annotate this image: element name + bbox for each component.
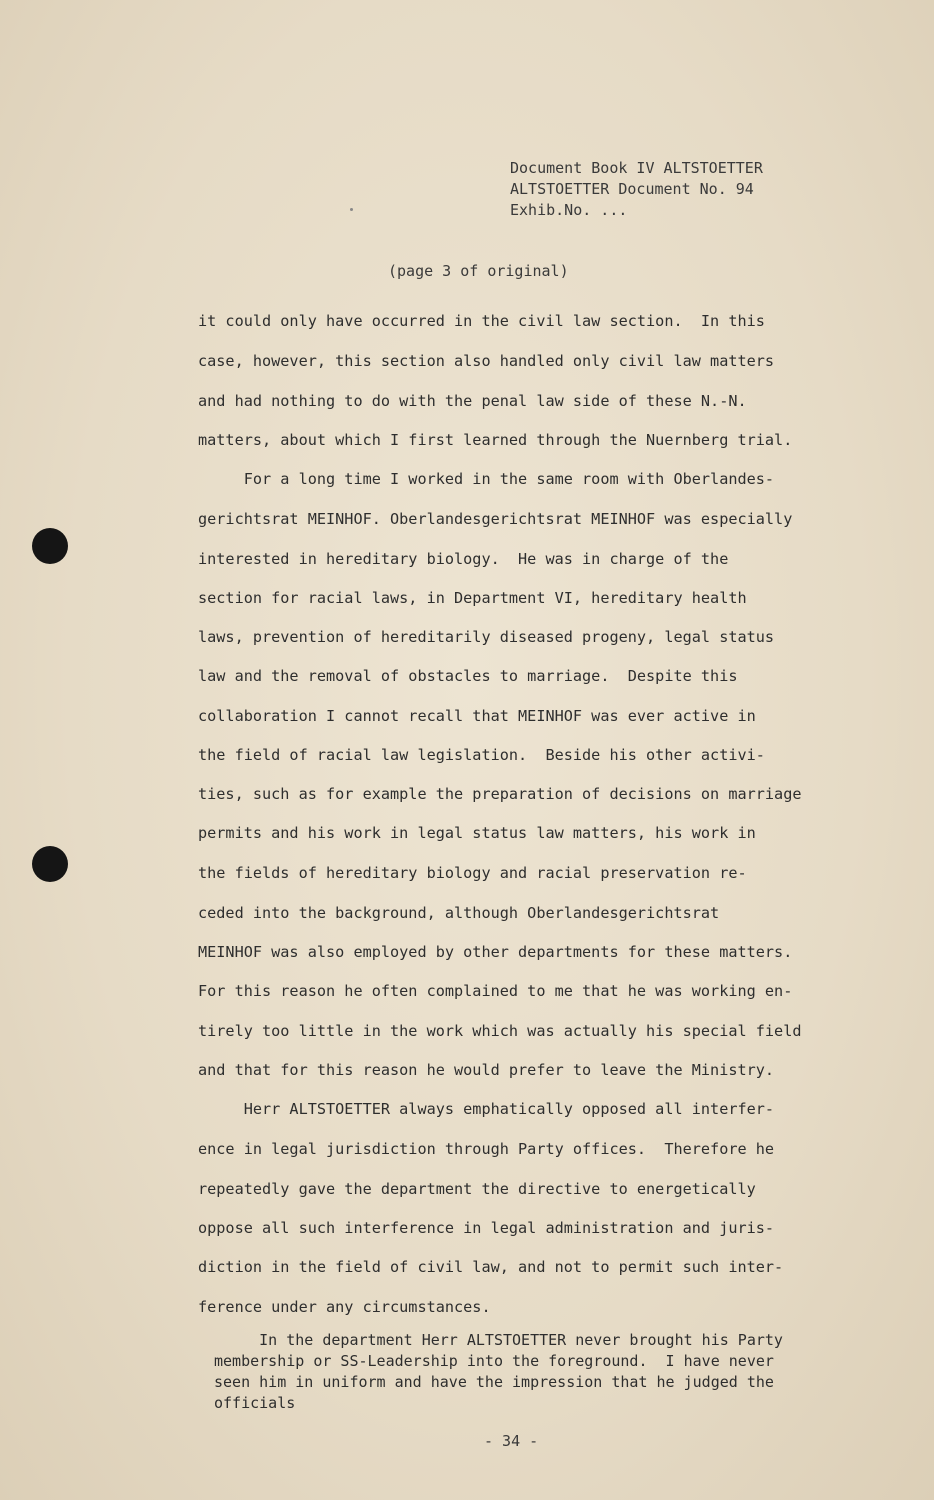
body-line: section for racial laws, in Department VI, hereditary health xyxy=(198,589,747,607)
body-line: case, however, this section also handled only civil law matters xyxy=(198,352,775,370)
body-line: law and the removal of obstacles to marriage. Despite this xyxy=(198,667,738,685)
body-line: permits and his work in legal status law matters, his work in xyxy=(198,824,756,842)
header-line-1: Document Book IV ALTSTOETTER xyxy=(510,159,763,177)
body-line: interested in hereditary biology. He was in charge of the xyxy=(198,550,729,568)
speck xyxy=(350,208,353,211)
body-line: the fields of hereditary biology and racial preservation re- xyxy=(198,864,747,882)
body-line: the field of racial law legislation. Beside his other activi- xyxy=(198,746,765,764)
closing-paragraph xyxy=(214,1330,783,1414)
body-line: diction in the field of civil law, and not to permit such inter- xyxy=(198,1258,784,1276)
body-line: ence in legal jurisdiction through Party offices. Therefore he xyxy=(198,1140,775,1158)
body-line: oppose all such interference in legal administration and juris- xyxy=(198,1219,775,1237)
body-line: For this reason he often complained to me that he was working en- xyxy=(198,982,793,1000)
closing-line: seen him in uniform and have the impression that he judged the xyxy=(214,1373,774,1391)
body-line: tirely too little in the work which was actually his special field xyxy=(198,1022,802,1040)
header-line-3: Exhib.No. ... xyxy=(510,201,628,219)
header-line-2: ALTSTOETTER Document No. 94 xyxy=(510,180,754,198)
body-line: gerichtsrat MEINHOF. Oberlandesgerichtsrat MEINHOF was especially xyxy=(198,510,793,528)
closing-line: membership or SS-Leadership into the foreground. I have never xyxy=(214,1352,774,1370)
page-reference: (page 3 of original) xyxy=(388,262,569,280)
body-line: matters, about which I first learned through the Nuernberg trial. xyxy=(198,431,793,449)
punch-hole xyxy=(32,528,68,564)
body-line: and that for this reason he would prefer to leave the Ministry. xyxy=(198,1061,775,1079)
body-line: ceded into the background, although Oberlandesgerichtsrat xyxy=(198,904,720,922)
body-line: laws, prevention of hereditarily diseased progeny, legal status xyxy=(198,628,775,646)
body-line: Herr ALTSTOETTER always emphatically opposed all interfer- xyxy=(198,1100,775,1118)
body-line: and had nothing to do with the penal law side of these N.-N. xyxy=(198,392,747,410)
body-line: it could only have occurred in the civil law section. In this xyxy=(198,312,765,330)
body-line: ference under any circumstances. xyxy=(198,1298,491,1316)
document-header xyxy=(510,158,763,221)
body-line: ties, such as for example the preparation of decisions on marriage xyxy=(198,785,802,803)
body-line: repeatedly gave the department the directive to energetically xyxy=(198,1180,756,1198)
closing-line: officials xyxy=(214,1394,296,1412)
body-line: collaboration I cannot recall that MEINHOF was ever active in xyxy=(198,707,756,725)
page-number: - 34 - xyxy=(484,1432,539,1450)
closing-line: In the department Herr ALTSTOETTER never brought his Party xyxy=(214,1331,783,1349)
body-line: MEINHOF was also employed by other departments for these matters. xyxy=(198,943,793,961)
body-line: For a long time I worked in the same room with Oberlandes- xyxy=(198,470,775,488)
punch-hole xyxy=(32,846,68,882)
